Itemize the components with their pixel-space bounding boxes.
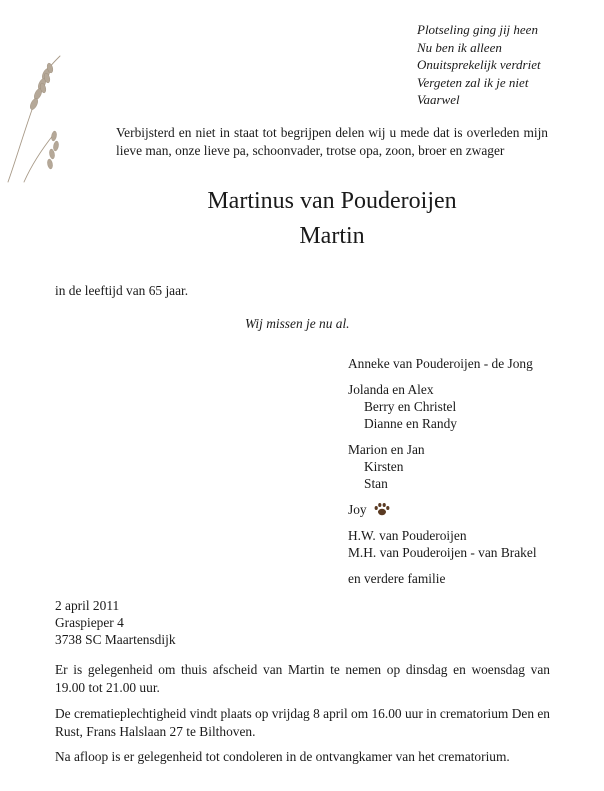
family-wife: Anneke van Pouderoijen - de Jong (348, 356, 533, 371)
notice-date: 2 april 2011 (55, 598, 120, 613)
poem-line: Vaarwel (417, 92, 460, 108)
family-grandchild: Dianne en Randy (364, 416, 457, 431)
condolence-paragraph: Na afloop is er gelegenheid tot condoleren in de ontvangkamer van het crematorium. (55, 749, 510, 764)
family-child: Marion en Jan (348, 442, 425, 457)
age-line: in de leeftijd van 65 jaar. (55, 283, 189, 298)
paw-icon (373, 502, 391, 516)
family-parent: M.H. van Pouderoijen - van Brakel (348, 545, 537, 560)
pet-name: Joy (348, 502, 367, 517)
family-grandchild: Berry en Christel (364, 399, 457, 414)
poem-line: Plotseling ging jij heen (417, 22, 538, 37)
poem-line: Nu ben ik alleen (417, 39, 502, 55)
address-city: 3738 SC Maartensdijk (55, 632, 176, 647)
family-parent: H.W. van Pouderoijen (348, 528, 467, 543)
family-group (348, 441, 537, 492)
visitation-paragraph: Er is gelegenheid om thuis afscheid van Martin te nemen op dinsdag en woensdag van 19.00 tot 21.00 uur. (55, 662, 550, 695)
poem-line: Onuitsprekelijk verdriet (417, 57, 541, 73)
family-group (348, 527, 537, 561)
family-grandchild: Stan (364, 476, 388, 491)
deceased-nickname: Martin (299, 223, 365, 249)
family-child: Jolanda en Alex (348, 382, 434, 397)
address-street: Graspieper 4 (55, 615, 124, 630)
poem-line: Vergeten zal ik je niet (417, 74, 529, 90)
family-grandchild: Kirsten (364, 459, 404, 474)
family-group (348, 381, 537, 432)
family-rest: en verdere familie (348, 571, 446, 586)
announcement-intro: Verbijsterd en niet in staat tot begrijpen delen wij u mede dat is overleden mijn lieve man, onze lieve pa, schoonvader, trotse opa, zoon, broer en zwager (116, 125, 548, 158)
poem (417, 21, 541, 109)
miss-you-line: Wij missen je nu al. (245, 316, 350, 331)
cremation-paragraph: De crematieplechtigheid vindt plaats op vrijdag 8 april om 16.00 uur in crematorium Den en Rust, Frans Halslaan 27 te Bilthoven. (55, 706, 550, 739)
family-pet (348, 501, 537, 518)
family-list (348, 355, 537, 587)
wheat-ear-icon (4, 54, 74, 184)
deceased-full-name: Martinus van Pouderoijen (207, 188, 457, 214)
address-block (55, 597, 176, 648)
